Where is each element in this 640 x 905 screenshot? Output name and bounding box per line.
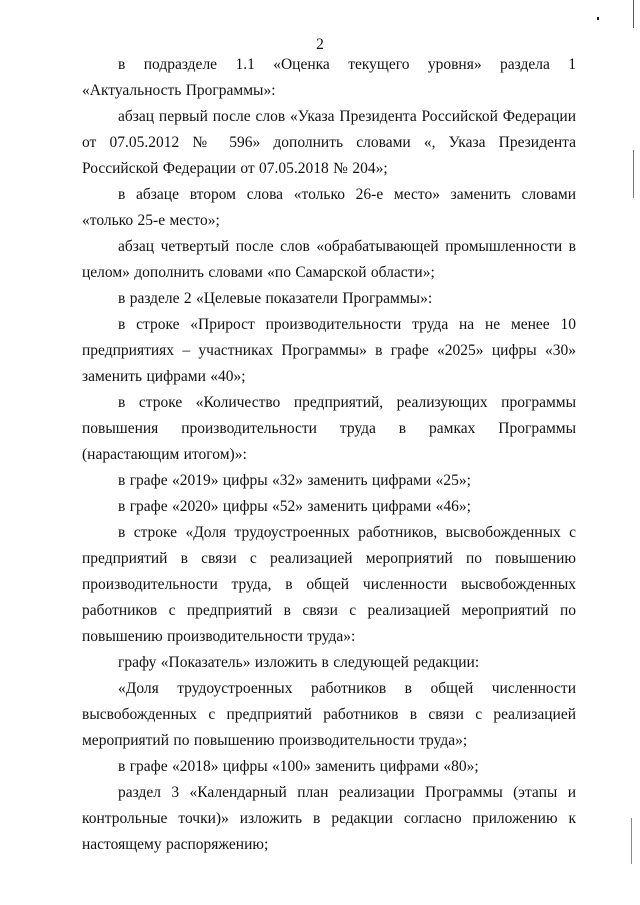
- paragraph-productivity-growth: в строке «Прирост производительности труда на не менее 10 предприятиях – участниках Программы» в графе «2025» цифры «30» заменить цифрами «40»;: [82, 316, 576, 385]
- page-number: 2: [316, 36, 324, 53]
- paragraph-column-2020: в графе «2020» цифры «52» заменить цифрами «46»;: [118, 498, 471, 515]
- paragraph-section-2: в разделе 2 «Целевые показатели Программы»:: [118, 290, 433, 307]
- paragraph-subsection-1-1: в подразделе 1.1 «Оценка текущего уровня» раздела 1 «Актуальность Программы»:: [82, 56, 576, 99]
- paragraph-column-2019: в графе «2019» цифры «32» заменить цифрами «25»;: [118, 472, 471, 489]
- paragraph-first-abzac: абзац первый после слов «Указа Президента Российской Федерации от 07.05.2012 № 596» дополнить словами «, Указа Президента Российской Федерации от 07.05.2018 № 204»;: [82, 108, 576, 177]
- paragraph-employed-share: в строке «Доля трудоустроенных работников, высвобожденных с предприятий в связи с реализацией мероприятий по повышению производительности труда, в общей численности высвобожденных работников с предприятий в связи с реализацией мероприятий по повышению производительности труда»:: [82, 524, 576, 645]
- paragraph-indicator-wording: «Доля трудоустроенных работников в общей численности высвобожденных с предприятий работников в связи с реализацией мероприятий по повышению производительности труда»;: [82, 680, 576, 749]
- paragraph-fourth-abzac: абзац четвертый после слов «обрабатывающей промышленности в целом» дополнить словами «по Самарской области»;: [82, 238, 576, 281]
- document-body: [82, 52, 576, 858]
- paragraph-enterprise-count: в строке «Количество предприятий, реализующих программы повышения производительности труда в рамках Программы (нарастающим итогом)»:: [82, 394, 576, 463]
- scan-artifact-dot: [597, 17, 599, 20]
- paragraph-second-abzac: в абзаце втором слова «только 26-е место» заменить словами «только 25-е место»;: [82, 186, 576, 229]
- paragraph-indicator-column: графу «Показатель» изложить в следующей редакции:: [118, 654, 480, 671]
- paragraph-column-2018: в графе «2018» цифры «100» заменить цифрами «80»;: [118, 758, 479, 775]
- scan-artifact-line: [633, 0, 634, 28]
- paragraph-section-3: раздел 3 «Календарный план реализации Программы (этапы и контрольные точки)» изложить в редакции согласно приложению к настоящему распоряжению;: [82, 784, 576, 853]
- scan-artifact-line: [633, 150, 634, 198]
- scan-artifact-line: [631, 818, 632, 864]
